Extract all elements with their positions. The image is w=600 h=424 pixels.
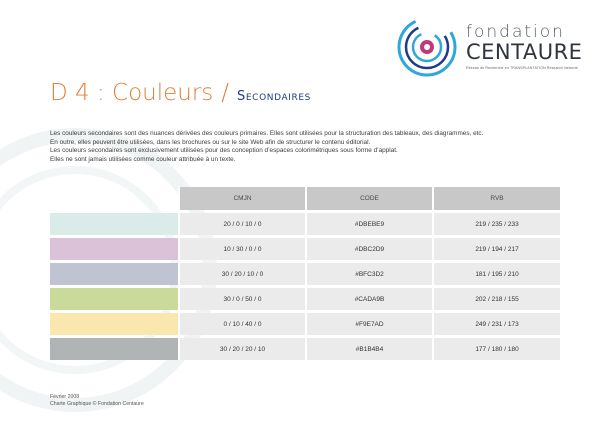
intro-text — [50, 130, 580, 164]
fondation-centaure-logo — [396, 16, 596, 78]
cmjn-value: 0 / 10 / 40 / 0 — [178, 313, 305, 335]
table-header-row — [50, 187, 560, 210]
secondary-colors-table — [50, 184, 560, 363]
column-header-cmjn: CMJN — [178, 187, 305, 210]
rvb-value: 219 / 194 / 217 — [432, 238, 560, 260]
rvb-value: 202 / 218 / 155 — [432, 288, 560, 310]
hex-code-value: #DBEBE9 — [305, 213, 432, 235]
color-swatch — [50, 313, 178, 335]
cmjn-value: 30 / 20 / 10 / 0 — [178, 263, 305, 285]
logo-wordmark-main: CENTAURE — [466, 40, 583, 64]
page-heading — [50, 80, 311, 106]
intro-paragraph: Les couleurs secondaires sont exclusivement utilisées pour des conception d’espaces colorimétriques sous forme d’applat. — [50, 147, 398, 155]
hex-code-value: #DBC2D9 — [305, 238, 432, 260]
color-swatch — [50, 213, 178, 235]
intro-paragraph: En outre, elles peuvent être utilisées, dans les brochures ou sur le site Web afin de structurer le contenu éditorial. — [50, 138, 371, 146]
cmjn-value: 10 / 30 / 0 / 0 — [178, 238, 305, 260]
column-header-rvb: RVB — [432, 187, 560, 210]
color-swatch — [50, 338, 178, 360]
hex-code-value: #BFC3D2 — [305, 263, 432, 285]
cmjn-value: 20 / 0 / 10 / 0 — [178, 213, 305, 235]
hex-code-value: #CADA9B — [305, 288, 432, 310]
intro-paragraph: Elles ne sont jamais utilisées comme couleur attribuée à un texte. — [50, 155, 236, 163]
title-separator: / — [221, 80, 230, 106]
color-swatch — [50, 238, 178, 260]
hex-code-value: #F9E7AD — [305, 313, 432, 335]
color-swatch — [50, 263, 178, 285]
page-title: D 4 : Couleurs — [50, 80, 214, 106]
color-swatch — [50, 288, 178, 310]
footer-date: Février 2008 — [50, 394, 80, 400]
logo-wordmark-top: fondation — [466, 22, 565, 42]
rvb-value: 181 / 195 / 210 — [432, 263, 560, 285]
cmjn-value: 30 / 20 / 20 / 10 — [178, 338, 305, 360]
column-header-code: CODE — [305, 187, 432, 210]
page-footer — [50, 394, 144, 408]
table-row — [50, 313, 560, 335]
rvb-value: 177 / 180 / 180 — [432, 338, 560, 360]
page-subtitle: Secondaires — [237, 89, 311, 104]
rvb-value: 249 / 231 / 173 — [432, 313, 560, 335]
intro-paragraph: Les couleurs secondaires sont des nuances dérivées des couleurs primaires. Elles sont utilisées pour la structuration des tableaux, des diagrammes, etc. — [50, 130, 484, 137]
cmjn-value: 30 / 0 / 50 / 0 — [178, 288, 305, 310]
table-row — [50, 263, 560, 285]
table-row — [50, 338, 560, 360]
table-row — [50, 213, 560, 235]
footer-credit: Charte Graphique © Fondation Centaure — [50, 400, 144, 407]
logo-emblem-icon — [396, 16, 462, 78]
table-row — [50, 288, 560, 310]
hex-code-value: #B1B4B4 — [305, 338, 432, 360]
table-row — [50, 238, 560, 260]
rvb-value: 219 / 235 / 233 — [432, 213, 560, 235]
logo-tagline: Réseau de Recherche en TRANSPLANTATION Research Network — [466, 66, 578, 70]
swatch-column-header — [50, 187, 178, 210]
